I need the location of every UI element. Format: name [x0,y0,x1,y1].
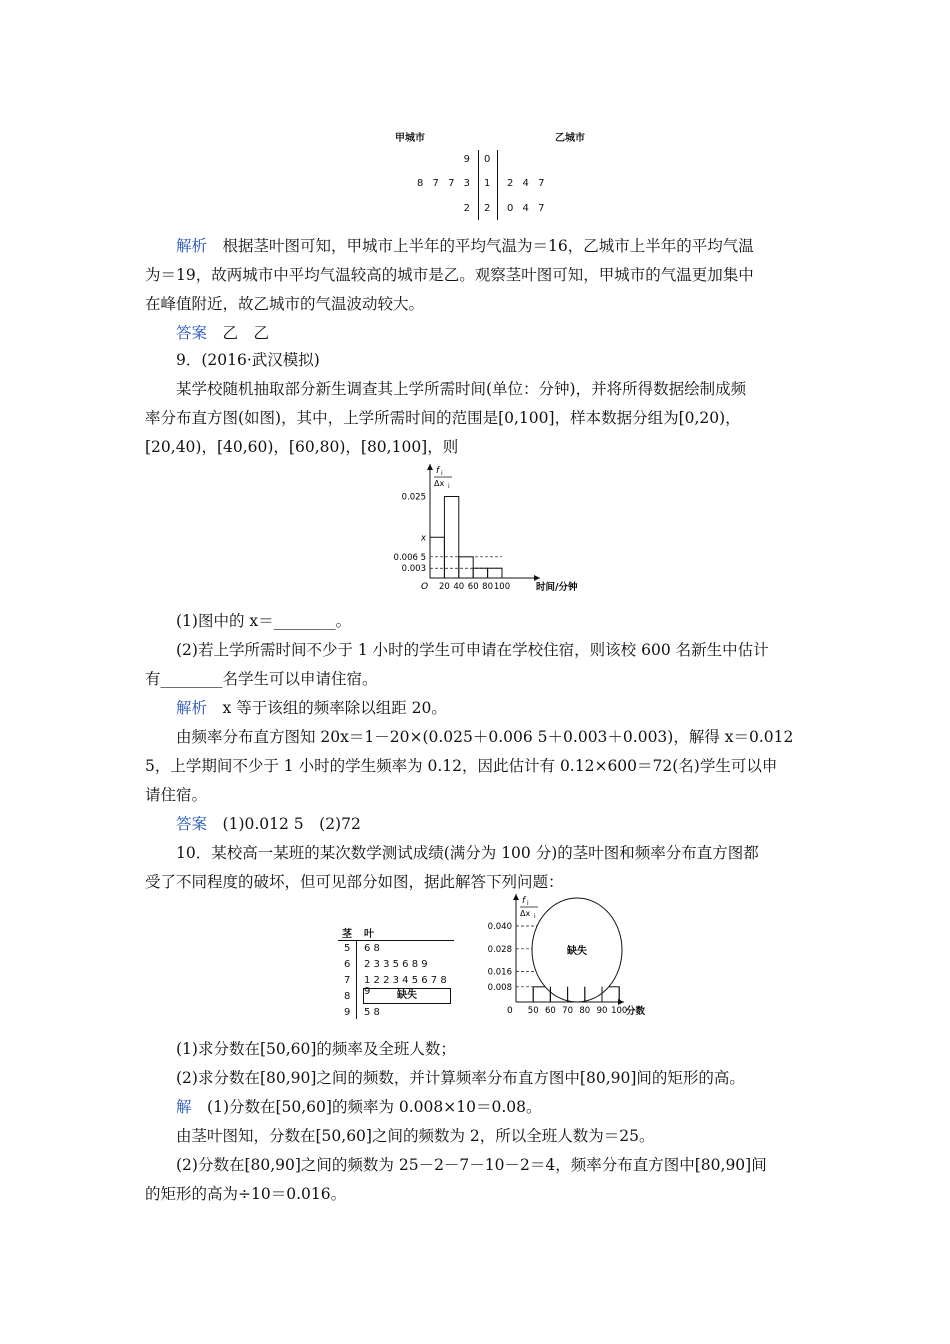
histogram-bar [444,497,458,579]
answer-label: 答案 [176,815,208,833]
p9-stem-line3: [20,40)，[40,60)，[60,80)，[80,100]，则 [145,438,459,456]
y-tick-label: 0.006 5 [393,552,426,563]
histogram-commute-time [380,462,610,600]
x-tick-label: 60 [544,1006,556,1016]
stem-row-0: 0 [484,154,491,165]
p9-title: 9．(2016·武汉模拟) [176,351,320,369]
y-label-top-sub: i [527,900,529,907]
p10-q1: (1)求分数在[50,60]的频率及全班人数； [176,1040,456,1058]
p9-q2-line2: 有________名学生可以申请住宿。 [145,670,378,688]
x-axis-label: 时间/分钟 [536,582,578,593]
y-tick-label: x [420,533,426,544]
x-tick-label: 60 [467,582,479,592]
jie-label: 解 [176,1098,192,1116]
p9-q1: (1)图中的 x＝________。 [176,612,352,630]
p9-jiexi-line4: 请住宿。 [145,786,208,804]
x-tick-label: 20 [438,582,450,592]
histogram-scores [466,890,656,1030]
jiexi-label: 解析 [176,699,208,717]
p8-answer: 答案 乙 乙 [176,324,270,342]
left-leaves-row-0: 9 [463,154,470,165]
left-city-title: 甲城市 [395,133,425,144]
y-label-bottom: Δx [520,909,531,918]
missing-region-label: 缺失 [567,946,587,957]
p8-jiexi-line2: 为＝19，故两城市中平均气温较高的城市是乙。观察茎叶图可知，甲城市的气温更加集中 [145,266,754,284]
histogram-bar [459,557,473,578]
p10-jie-line3: (2)分数在[80,90]之间的频数为 25－2－7－10－2＝4，频率分布直方图中[80,90]间 [176,1156,767,1174]
leaves-5: 6 8 [364,943,380,954]
x-axis-arrow [534,575,540,581]
answer-label: 答案 [176,324,208,342]
p9-q2-line1: (2)若上学所需时间不少于 1 小时的学生可申请在学校住宿，则该校 600 名新生中估计 [176,641,769,659]
p10-jie-line1: 解 (1)分数在[50,60]的频率为 0.008×10＝0.08。 [176,1098,542,1116]
x-tick-label: 90 [596,1006,608,1016]
right-leaves-row-2: 0 4 7 [507,203,545,214]
stem-6: 6 [344,959,351,970]
stem-divider-left [478,150,479,220]
x-axis-label: 分数 [626,1006,646,1017]
p9-jiexi-line3: 5，上学期间不少于 1 小时的学生频率为 0.12，因此估计有 0.12×600＝72(名)学生可以申 [145,757,778,775]
y-label-top-sub: i [441,470,443,477]
leaf-header: 叶 [364,929,374,940]
left-leaves-row-1: 8 7 7 3 [417,178,470,189]
origin-label: 0 [507,1006,513,1016]
p10-q2: (2)求分数在[80,90]之间的频数，并计算频率分布直方图中[80,90]间的矩形的高。 [176,1069,745,1087]
stem-5: 5 [344,943,351,954]
x-tick-label: 100 [611,1006,628,1016]
stem-row-1: 1 [484,178,491,189]
left-leaves-row-2: 2 [463,203,470,214]
y-axis-arrow [427,464,433,470]
x-tick-label: 80 [579,1006,591,1016]
missing-box: 缺失 [363,988,451,1004]
y-axis-arrow [513,894,519,900]
p10-stem-line2: 受了不同程度的破坏，但可见部分如图，据此解答下列问题： [145,873,564,891]
p9-jiexi-line2: 由频率分布直方图知 20x＝1－20×(0.025＋0.006 5＋0.003＋0.003)，解得 x＝0.012 [176,728,794,746]
histogram-bar [488,568,502,578]
histogram-bar [473,568,487,578]
p8-jiexi-line3: 在峰值附近，故乙城市的气温波动较大。 [145,295,425,313]
stem-7: 7 [344,975,351,986]
x-tick-label: 80 [482,582,494,592]
y-tick-label: 0.008 [487,982,512,993]
y-label-top: f [522,896,526,906]
leaves-6: 2 3 3 5 6 8 9 [364,959,428,970]
stem-divider-right [497,150,498,220]
p10-jie-line4: 的矩形的高为÷10＝0.016。 [145,1185,347,1203]
y-label-bottom: Δx [434,479,445,488]
x-tick-label: 100 [493,582,511,592]
p10-jie-line2: 由茎叶图知，分数在[50,60]之间的频数为 2，所以全班人数为＝25。 [176,1127,655,1145]
y-tick-label: 0.016 [487,967,512,978]
y-tick-label: 0.040 [487,922,512,932]
x-tick-label: 40 [453,582,465,592]
stem-rule [356,940,357,1019]
stem-leaf-plot-scores [338,925,456,1020]
leaves-9: 5 8 [364,1007,380,1018]
y-label-bottom-sub: i [534,913,536,920]
y-tick-label: 0.003 [401,564,426,575]
p10-stem-line1: 10．某校高一某班的某次数学测试成绩(满分为 100 分)的茎叶图和频率分布直方图都 [176,844,759,862]
leaves-7: 1 2 2 3 4 5 6 7 8 9 [364,975,447,997]
right-city-title: 乙城市 [555,133,585,144]
jiexi-label: 解析 [176,237,208,255]
histogram-bar [430,537,444,578]
p9-jiexi-line1: 解析 x 等于该组的频率除以组距 20。 [176,699,447,717]
x-tick-label: 50 [527,1006,539,1016]
y-tick-label: 0.025 [401,492,426,503]
stem-9: 9 [344,1007,351,1018]
p9-answer: 答案 (1)0.012 5 (2)72 [176,815,361,833]
p8-jiexi-line1: 解析 根据茎叶图可知，甲城市上半年的平均气温为＝16，乙城市上半年的平均气温 [176,237,754,255]
stem-row-2: 2 [484,203,491,214]
x-tick-label: 70 [562,1006,574,1016]
y-tick-label: 0.028 [487,944,512,955]
y-label-bottom-sub: i [448,483,450,490]
stem-8: 8 [344,991,351,1002]
y-label-top: f [436,466,440,476]
right-leaves-row-1: 2 4 7 [507,178,545,189]
p9-stem-line2: 率分布直方图(如图)，其中，上学所需时间的范围是[0,100]，样本数据分组为[0,20)， [145,409,741,427]
p9-stem-line1: 某学校随机抽取部分新生调查其上学所需时间(单位：分钟)，并将所得数据绘制成频 [176,380,747,398]
origin-label: O [421,582,429,592]
stem-header: 茎 [342,929,352,940]
